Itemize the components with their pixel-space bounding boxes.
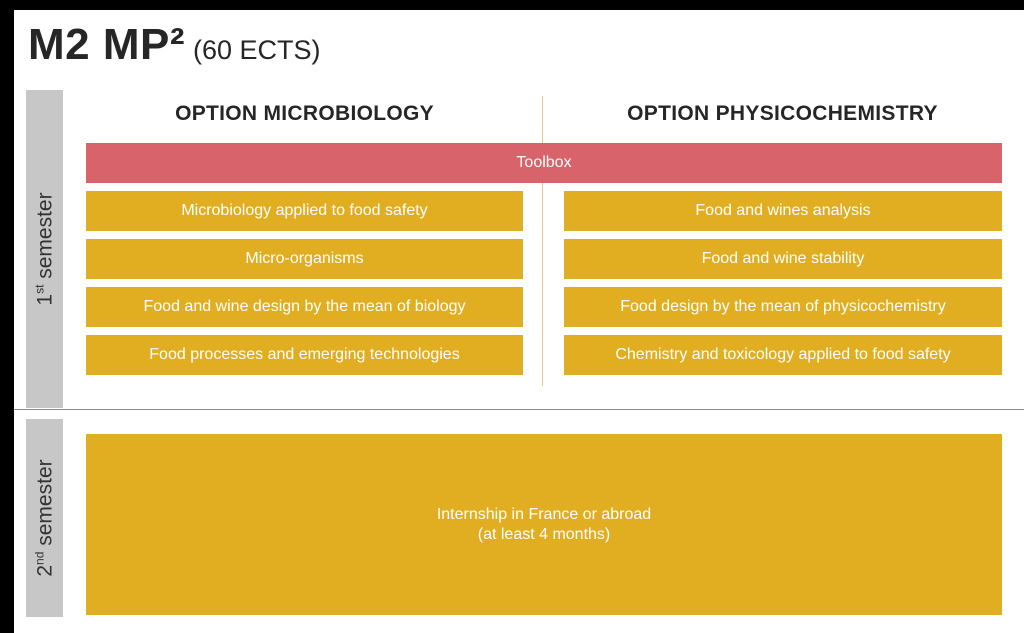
course-physicochemistry-2: Food and wine stability xyxy=(564,239,1002,279)
toolbox-block: Toolbox xyxy=(86,143,1002,183)
option-physicochemistry-title: OPTION PHYSICOCHEMISTRY xyxy=(627,102,938,125)
course-microbiology-2: Micro-organisms xyxy=(86,239,523,279)
course-microbiology-1: Microbiology applied to food safety xyxy=(86,191,523,231)
internship-line-1: Internship in France or abroad xyxy=(436,505,652,523)
title-main: M2 MP² xyxy=(28,20,185,69)
course-physicochemistry-1: Food and wines analysis xyxy=(564,191,1002,231)
title-ects: (60 ECTS) xyxy=(193,35,321,65)
semester-divider xyxy=(14,409,1024,410)
page-title xyxy=(28,20,321,70)
slide xyxy=(14,10,1024,633)
internship-block xyxy=(86,434,1002,615)
option-divider xyxy=(542,96,543,386)
internship-line-2: (at least 4 months) xyxy=(477,525,611,543)
course-microbiology-3: Food and wine design by the mean of biology xyxy=(86,287,523,327)
second-semester-bar xyxy=(26,419,63,617)
second-semester-label: 2nd semester xyxy=(32,459,56,577)
course-physicochemistry-3: Food design by the mean of physicochemistry xyxy=(564,287,1002,327)
first-semester-bar xyxy=(26,90,63,408)
option-microbiology-title: OPTION MICROBIOLOGY xyxy=(175,102,434,125)
first-semester-label: 1st semester xyxy=(32,192,56,306)
course-microbiology-4: Food processes and emerging technologies xyxy=(86,335,523,375)
course-physicochemistry-4: Chemistry and toxicology applied to food safety xyxy=(564,335,1002,375)
